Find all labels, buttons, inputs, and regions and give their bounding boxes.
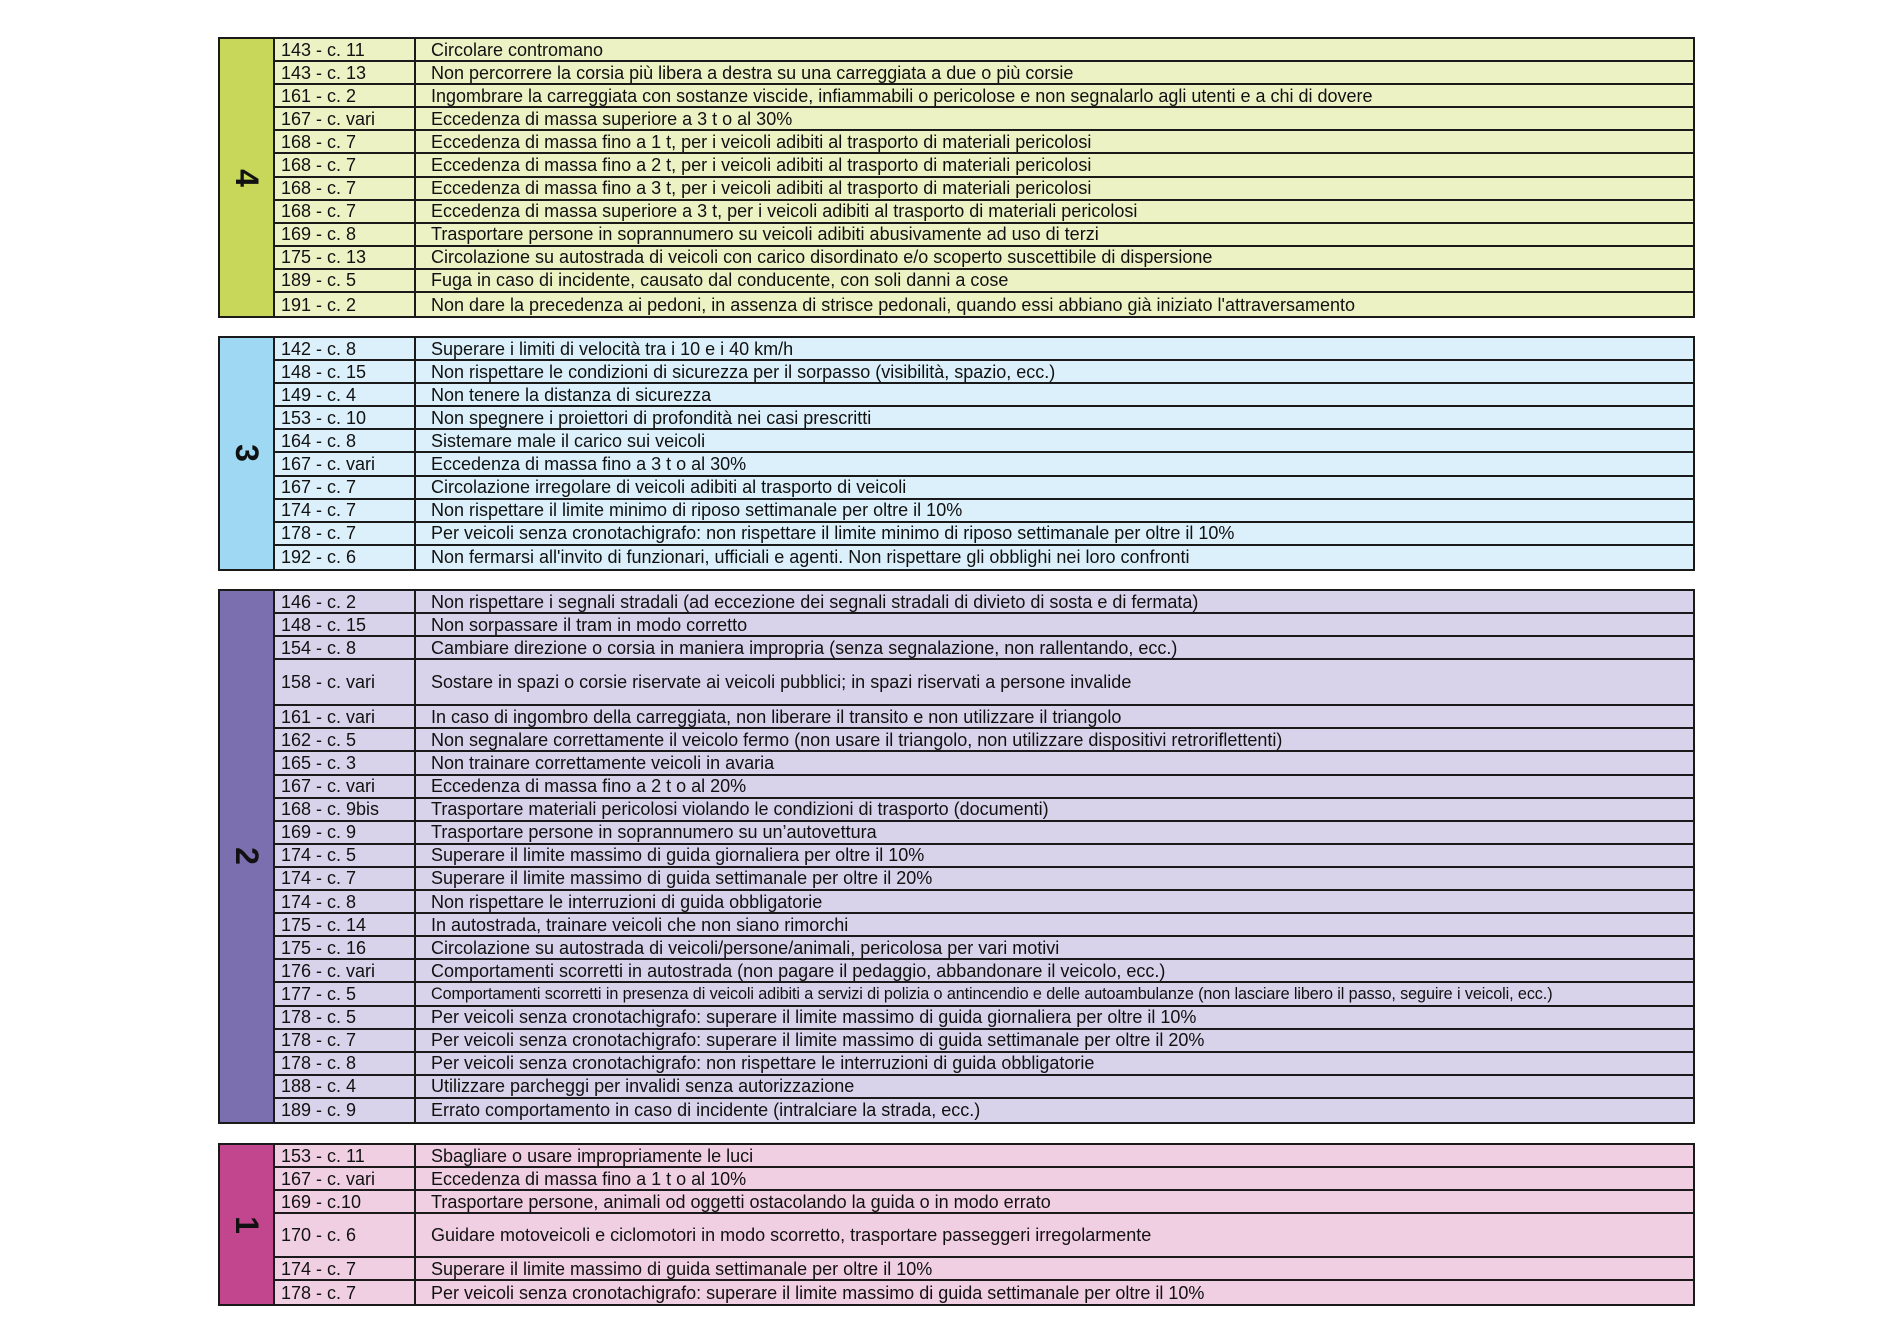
description-cell: Per veicoli senza cronotachigrafo: non rispettare le interruzioni di guida obbligatorie: [431, 1053, 1095, 1074]
table-row: [275, 178, 1693, 201]
article-cell: 178 - c. 5: [275, 1007, 416, 1028]
table-row: [275, 361, 1693, 384]
article-cell: 168 - c. 7: [275, 131, 416, 152]
article-cell: 178 - c. 7: [275, 1030, 416, 1051]
table-row: [275, 799, 1693, 822]
table-row: [275, 407, 1693, 430]
description-cell: Non rispettare i segnali stradali (ad eccezione dei segnali stradali di divieto di sosta e di fermata): [431, 591, 1199, 612]
article-cell: 174 - c. 7: [275, 500, 416, 521]
points-value: 2: [228, 847, 265, 866]
description-cell: Guidare motoveicoli e ciclomotori in modo scorretto, trasportare passeggeri irregolarmente: [431, 1225, 1152, 1246]
description-cell: Per veicoli senza cronotachigrafo: superare il limite massimo di guida giornaliera per oltre il 10%: [431, 1007, 1197, 1028]
article-cell: 168 - c. 7: [275, 201, 416, 222]
table-row: [275, 891, 1693, 914]
points-group-4: [218, 37, 1695, 318]
description-cell: Comportamenti scorretti in presenza di veicoli adibiti a servizi di polizia o antincendio e delle autoambulanze (non lasciare libero il passo, seguire i veicoli, ecc.): [431, 984, 1553, 1003]
article-cell: 167 - c. vari: [275, 453, 416, 474]
description-cell: Eccedenza di massa fino a 2 t o al 20%: [431, 776, 747, 797]
article-cell: 158 - c. vari: [275, 660, 416, 704]
table-row: [275, 591, 1693, 614]
table-row: [275, 546, 1693, 569]
points-label-cell: [220, 338, 275, 569]
table-row: [275, 62, 1693, 85]
table-row: [275, 453, 1693, 476]
table-row: [275, 1258, 1693, 1281]
table-row: [275, 108, 1693, 131]
violations-list: [275, 1145, 1693, 1304]
description-cell: Non fermarsi all'invito di funzionari, ufficiali e agenti. Non rispettare gli obblighi nei loro confronti: [431, 547, 1190, 568]
article-cell: 191 - c. 2: [275, 293, 416, 316]
article-cell: 148 - c. 15: [275, 614, 416, 635]
description-cell: Non sorpassare il tram in modo corretto: [431, 614, 748, 635]
points-group-1: [218, 1143, 1695, 1306]
description-cell: Trasportare persone in soprannumero su veicoli adibiti abusivamente ad uso di terzi: [431, 224, 1099, 245]
article-cell: 188 - c. 4: [275, 1076, 416, 1097]
article-cell: 153 - c. 11: [275, 1145, 416, 1166]
article-cell: 167 - c. vari: [275, 1168, 416, 1189]
article-cell: 177 - c. 5: [275, 983, 416, 1004]
article-cell: 169 - c. 8: [275, 224, 416, 245]
table-row: [275, 1030, 1693, 1053]
description-cell: Circolazione su autostrada di veicoli con carico disordinato e/o scoperto suscettibile di dispersione: [431, 247, 1213, 268]
table-row: [275, 937, 1693, 960]
points-group-2: [218, 589, 1695, 1124]
article-cell: 189 - c. 9: [275, 1099, 416, 1122]
description-cell: Trasportare persone in soprannumero su un’autovettura: [431, 822, 877, 843]
description-cell: Eccedenza di massa fino a 3 t o al 30%: [431, 454, 747, 475]
table-row: [275, 39, 1693, 62]
article-cell: 154 - c. 8: [275, 637, 416, 658]
description-cell: Eccedenza di massa superiore a 3 t o al 30%: [431, 108, 793, 129]
points-value: 4: [228, 168, 265, 187]
description-cell: Non trainare correttamente veicoli in avaria: [431, 753, 775, 774]
article-cell: 149 - c. 4: [275, 384, 416, 405]
table-row: [275, 1053, 1693, 1076]
table-row: [275, 983, 1693, 1006]
description-cell: Per veicoli senza cronotachigrafo: superare il limite massimo di guida settimanale per oltre il 20%: [431, 1030, 1205, 1051]
table-row: [275, 729, 1693, 752]
description-cell: Circolare contromano: [431, 39, 604, 60]
article-cell: 178 - c. 7: [275, 523, 416, 544]
table-row: [275, 1191, 1693, 1214]
article-cell: 176 - c. vari: [275, 960, 416, 981]
table-row: [275, 131, 1693, 154]
description-cell: Per veicoli senza cronotachigrafo: non rispettare il limite minimo di riposo settimanale per oltre il 10%: [431, 523, 1235, 544]
points-group-3: [218, 336, 1695, 571]
article-cell: 161 - c. 2: [275, 85, 416, 106]
article-cell: 175 - c. 16: [275, 937, 416, 958]
table-row: [275, 1168, 1693, 1191]
article-cell: 178 - c. 8: [275, 1053, 416, 1074]
description-cell: Superare i limiti di velocità tra i 10 e i 40 km/h: [431, 338, 794, 359]
article-cell: 162 - c. 5: [275, 729, 416, 750]
description-cell: Sostare in spazi o corsie riservate ai veicoli pubblici; in spazi riservati a persone invalide: [431, 672, 1132, 693]
table-row: [275, 868, 1693, 891]
description-cell: In caso di ingombro della carreggiata, non liberare il transito e non utilizzare il triangolo: [431, 706, 1122, 727]
table-row: [275, 1007, 1693, 1030]
article-cell: 167 - c. vari: [275, 776, 416, 797]
violations-list: [275, 591, 1693, 1122]
description-cell: Errato comportamento in caso di incidente (intralciare la strada, ecc.): [431, 1100, 981, 1121]
article-cell: 167 - c. vari: [275, 108, 416, 129]
description-cell: Utilizzare parcheggi per invalidi senza autorizzazione: [431, 1076, 855, 1097]
table-row: [275, 614, 1693, 637]
description-cell: Non rispettare le condizioni di sicurezza per il sorpasso (visibilità, spazio, ecc.): [431, 361, 1056, 382]
description-cell: Eccedenza di massa fino a 2 t, per i veicoli adibiti al trasporto di materiali pericolosi: [431, 155, 1092, 176]
table-row: [275, 430, 1693, 453]
article-cell: 142 - c. 8: [275, 338, 416, 359]
article-cell: 146 - c. 2: [275, 591, 416, 612]
description-cell: Eccedenza di massa superiore a 3 t, per i veicoli adibiti al trasporto di materiali pericolosi: [431, 201, 1138, 222]
article-cell: 174 - c. 8: [275, 891, 416, 912]
table-row: [275, 1076, 1693, 1099]
article-cell: 169 - c.10: [275, 1191, 416, 1212]
article-cell: 168 - c. 7: [275, 178, 416, 199]
description-cell: Non dare la precedenza ai pedoni, in assenza di strisce pedonali, quando essi abbiano già iniziato l'attraversamento: [431, 294, 1356, 315]
table-row: [275, 845, 1693, 868]
article-cell: 148 - c. 15: [275, 361, 416, 382]
table-row: [275, 660, 1693, 706]
article-cell: 161 - c. vari: [275, 706, 416, 727]
description-cell: Sistemare male il carico sui veicoli: [431, 430, 706, 451]
table-row: [275, 706, 1693, 729]
points-label-cell: [220, 1145, 275, 1304]
table-row: [275, 960, 1693, 983]
description-cell: Non tenere la distanza di sicurezza: [431, 384, 712, 405]
description-cell: Non spegnere i proiettori di profondità nei casi prescritti: [431, 407, 872, 428]
table-row: [275, 500, 1693, 523]
article-cell: 164 - c. 8: [275, 430, 416, 451]
table-row: [275, 914, 1693, 937]
points-value: 1: [228, 1215, 265, 1234]
article-cell: 165 - c. 3: [275, 752, 416, 773]
description-cell: Ingombrare la carreggiata con sostanze viscide, infiammabili o pericolose e non segnalarlo agli utenti e a chi di dovere: [431, 85, 1373, 106]
description-cell: Non rispettare le interruzioni di guida obbligatorie: [431, 891, 823, 912]
points-value: 3: [228, 444, 265, 463]
table-row: [275, 1145, 1693, 1168]
table-row: [275, 338, 1693, 361]
description-cell: Cambiare direzione o corsia in maniera impropria (senza segnalazione, non rallentando, ecc.): [431, 637, 1178, 658]
violations-list: [275, 338, 1693, 569]
article-cell: 167 - c. 7: [275, 477, 416, 498]
table-row: [275, 1281, 1693, 1304]
table-row: [275, 1214, 1693, 1258]
description-cell: Circolazione irregolare di veicoli adibiti al trasporto di veicoli: [431, 477, 907, 498]
table-row: [275, 201, 1693, 224]
article-cell: 143 - c. 13: [275, 62, 416, 83]
article-cell: 175 - c. 14: [275, 914, 416, 935]
description-cell: Comportamenti scorretti in autostrada (non pagare il pedaggio, abbandonare il veicolo, ecc.): [431, 960, 1166, 981]
article-cell: 174 - c. 7: [275, 1258, 416, 1279]
description-cell: Eccedenza di massa fino a 1 t o al 10%: [431, 1168, 747, 1189]
table-row: [275, 247, 1693, 270]
description-cell: Sbagliare o usare impropriamente le luci: [431, 1145, 754, 1166]
table-row: [275, 270, 1693, 293]
violations-list: [275, 39, 1693, 316]
description-cell: Trasportare persone, animali od oggetti ostacolando la guida o in modo errato: [431, 1191, 1051, 1212]
table-row: [275, 523, 1693, 546]
description-cell: Circolazione su autostrada di veicoli/persone/animali, pericolosa per vari motivi: [431, 937, 1060, 958]
article-cell: 175 - c. 13: [275, 247, 416, 268]
description-cell: Superare il limite massimo di guida settimanale per oltre il 10%: [431, 1258, 933, 1279]
article-cell: 169 - c. 9: [275, 822, 416, 843]
article-cell: 174 - c. 7: [275, 868, 416, 889]
table-row: [275, 477, 1693, 500]
article-cell: 189 - c. 5: [275, 270, 416, 291]
description-cell: In autostrada, trainare veicoli che non siano rimorchi: [431, 914, 849, 935]
article-cell: 153 - c. 10: [275, 407, 416, 428]
table-row: [275, 822, 1693, 845]
article-cell: 168 - c. 9bis: [275, 799, 416, 820]
table-row: [275, 1099, 1693, 1122]
article-cell: 178 - c. 7: [275, 1281, 416, 1304]
article-cell: 143 - c. 11: [275, 39, 416, 60]
table-row: [275, 85, 1693, 108]
points-label-cell: [220, 39, 275, 316]
article-cell: 170 - c. 6: [275, 1214, 416, 1256]
description-cell: Superare il limite massimo di guida settimanale per oltre il 20%: [431, 868, 933, 889]
description-cell: Non rispettare il limite minimo di riposo settimanale per oltre il 10%: [431, 500, 963, 521]
table-row: [275, 293, 1693, 316]
table-row: [275, 637, 1693, 660]
description-cell: Eccedenza di massa fino a 1 t, per i veicoli adibiti al trasporto di materiali pericolosi: [431, 131, 1092, 152]
description-cell: Fuga in caso di incidente, causato dal conducente, con soli danni a cose: [431, 270, 1009, 291]
table-row: [275, 224, 1693, 247]
description-cell: Eccedenza di massa fino a 3 t, per i veicoli adibiti al trasporto di materiali pericolosi: [431, 178, 1092, 199]
description-cell: Non percorrere la corsia più libera a destra su una carreggiata a due o più corsie: [431, 62, 1074, 83]
article-cell: 192 - c. 6: [275, 546, 416, 569]
description-cell: Non segnalare correttamente il veicolo fermo (non usare il triangolo, non utilizzare dispositivi retroriflettenti): [431, 729, 1283, 750]
description-cell: Trasportare materiali pericolosi violando le condizioni di trasporto (documenti): [431, 799, 1049, 820]
table-row: [275, 776, 1693, 799]
description-cell: Per veicoli senza cronotachigrafo: superare il limite massimo di guida settimanale per oltre il 10%: [431, 1282, 1205, 1303]
table-row: [275, 384, 1693, 407]
article-cell: 168 - c. 7: [275, 154, 416, 175]
article-cell: 174 - c. 5: [275, 845, 416, 866]
description-cell: Superare il limite massimo di guida giornaliera per oltre il 10%: [431, 845, 925, 866]
table-row: [275, 154, 1693, 177]
points-label-cell: [220, 591, 275, 1122]
table-row: [275, 752, 1693, 775]
